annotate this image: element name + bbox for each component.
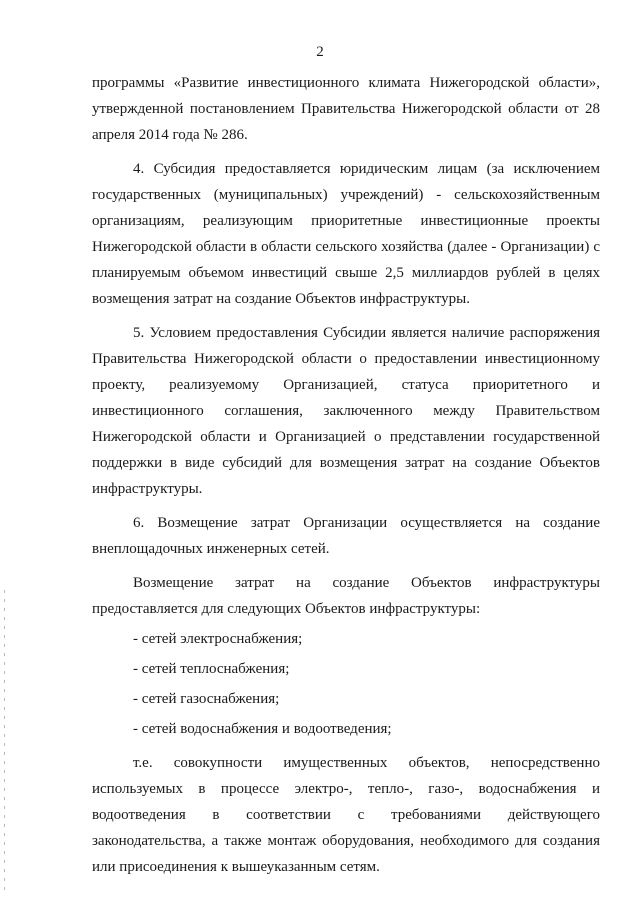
paragraph-continuation: программы «Развитие инвестиционного климата Нижегородской области», утвержденной постановлением Правительства Нижегородской области от 28 апреля 2014 года № 286. (92, 75, 600, 143)
paragraph-6: 6. Возмещение затрат Организации осуществляется на создание внеплощадочных инженерных сетей. (92, 515, 600, 557)
list-item-electricity: - сетей электроснабжения; (133, 631, 303, 647)
list-item-gas: - сетей газоснабжения; (133, 691, 280, 707)
page-number: 2 (316, 44, 324, 60)
scan-edge-marks (4, 590, 5, 890)
list-item-water: - сетей водоснабжения и водоотведения; (133, 721, 392, 737)
paragraph-4: 4. Субсидия предоставляется юридическим лицам (за исключением государственных (муниципальных) учреждений) - сельскохозяйственным организациям, реализующим приоритетные инвестиционные проекты Нижегородской области в области сельского хозяйства (далее - Организации) с планируемым объемом инвестиций свыше 2,5 миллиардов рублей в целях возмещения затрат на создание Объектов инфраструктуры. (92, 161, 600, 307)
list-item-heat: - сетей теплоснабжения; (133, 661, 290, 677)
document-body (92, 70, 600, 880)
paragraph-definition: т.е. совокупности имущественных объектов, непосредственно используемых в процессе электро-, тепло-, газо-, водоснабжения и водоотведения в соответствии с требованиями действующего законодательства, а также монтаж оборудования, необходимого для создания или присоединения к вышеуказанным сетям. (92, 755, 600, 875)
paragraph-objects-intro: Возмещение затрат на создание Объектов инфраструктуры предоставляется для следующих Объектов инфраструктуры: (92, 575, 600, 617)
paragraph-5: 5. Условием предоставления Субсидии является наличие распоряжения Правительства Нижегородской области о предоставлении инвестиционному проекту, реализуемому Организацией, статуса приоритетного и инвестиционного соглашения, заключенного между Правительством Нижегородской области и Организацией о представлении государственной поддержки в виде субсидий для возмещения затрат на создание Объектов инфраструктуры. (92, 325, 600, 497)
